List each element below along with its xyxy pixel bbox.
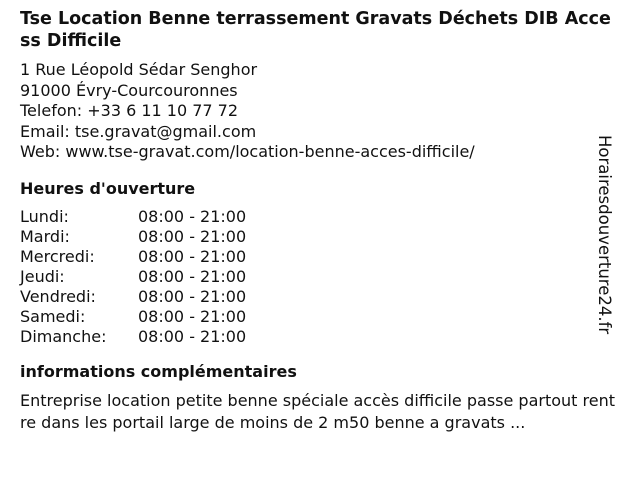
phone-number[interactable]: Telefon: +33 6 11 10 77 72	[20, 101, 239, 120]
hours-day-label: Lundi:	[20, 206, 69, 226]
additional-info-text: Entreprise location petite benne spéciale accès difficile passe partout rentre dans les portail large de moins de 2 m50 benne a gravats ...	[20, 390, 615, 432]
site-brand-watermark: Horairesdouverture24.fr	[595, 135, 614, 335]
hours-day-label: Jeudi:	[20, 266, 65, 286]
hours-time-value: 08:00 - 21:00	[138, 266, 247, 286]
hours-day-label: Vendredi:	[20, 286, 96, 306]
address-city: 91000 Évry-Courcouronnes	[20, 80, 238, 100]
hours-day-label: Dimanche:	[20, 326, 107, 346]
hours-row-saturday	[20, 307, 616, 327]
business-card	[20, 8, 616, 434]
hours-time-value: 08:00 - 21:00	[138, 246, 247, 266]
business-name: Tse Location Benne terrassement Gravats Déchets DIB Access Difficile	[20, 9, 611, 51]
email-address[interactable]: Email: tse.gravat@gmail.com	[20, 121, 257, 141]
hours-time-value: 08:00 - 21:00	[138, 226, 247, 246]
hours-time-value: 08:00 - 21:00	[138, 326, 247, 346]
additional-info-heading: informations complémentaires	[20, 361, 297, 381]
hours-day-label: Mardi:	[20, 226, 70, 246]
hours-row-monday	[20, 207, 616, 227]
address-street: 1 Rue Léopold Sédar Senghor	[20, 60, 258, 79]
hours-time-value: 08:00 - 21:00	[138, 306, 247, 326]
hours-row-wednesday	[20, 247, 616, 267]
hours-day-label: Samedi:	[20, 306, 86, 326]
hours-row-thursday	[20, 267, 616, 287]
hours-time-value: 08:00 - 21:00	[138, 206, 247, 226]
website-link[interactable]: Web: www.tse-gravat.com/location-benne-acces-difficile/	[20, 142, 475, 161]
hours-row-friday	[20, 287, 616, 307]
opening-hours-heading: Heures d'ouverture	[20, 178, 196, 198]
opening-hours-table	[20, 207, 616, 347]
hours-row-sunday	[20, 327, 616, 347]
hours-time-value: 08:00 - 21:00	[138, 286, 247, 306]
hours-day-label: Mercredi:	[20, 246, 95, 266]
hours-row-tuesday	[20, 227, 616, 247]
